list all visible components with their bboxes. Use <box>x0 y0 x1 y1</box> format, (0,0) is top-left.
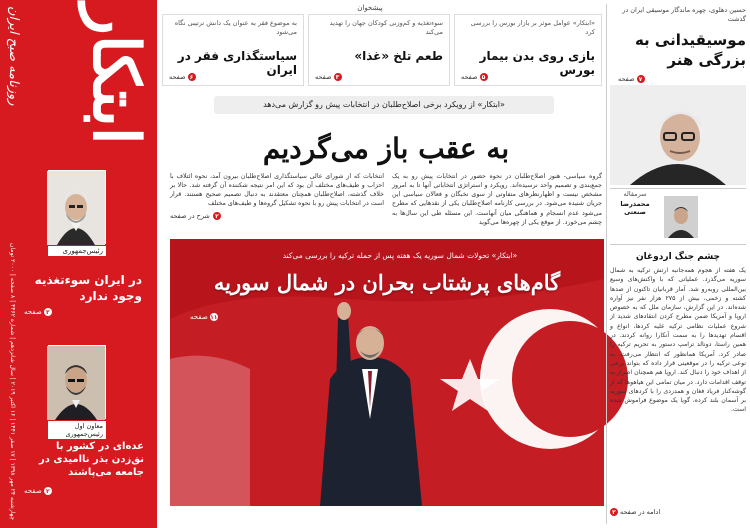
section-divider <box>610 188 746 189</box>
top-box-2[interactable] <box>308 14 450 86</box>
president-caption: رئیس‌جمهوری <box>48 246 106 256</box>
editorial-title[interactable]: چشم جنگ اردوغان <box>635 252 721 262</box>
lead-column-1: گروه سیاسی- هنوز اصلاح‌طلبان در نحوه حضور در انتخابات پیش رو به یک جمع‌بندی و تصمیم واحد نرسیده‌اند. رویکرد و استراتژی انتخاباتی آنها تا به امروز مشخص نیست و اظهارنظرهای متفاوتی از سوی نخبگان و فعالان سیاسی این جریان شنیده می‌شود. در بررسی کارنامه اصلاح‌طلبان یکی از نقدهایی که مطرح می‌شود عدم انسجام و هماهنگی میان آنهاست. این مسئله طی این سال‌ها به چشم می‌خورد. از موقع یکی از چهره‌ها می‌گوید <box>392 173 602 226</box>
page-number-badge: ۲ <box>44 487 52 495</box>
page-number-badge: ۲ <box>610 508 618 516</box>
editorial-body: یک هفته از هجوم همه‌جانبه ارتش ترکیه به شمال سوریه می‌گذرد. عملیاتی که با واکنش‌های وسیع بین‌المللی روبه‌رو شد. آمار قربانیان تاکنون از صدها کشته و زخمی، بیش از ۲۷۵ هزار نفر نیز آواره شده‌اند. در این گزارش، سازمان ملل که به خصوص اروپا و آمریکا ضمن مطرح کردن انتقادهای شدید از شروع عملیات نظامی ترکیه علیه کردها، انواع و اقسام تهدیدها را به سمت آنکارا روانه کردند. در همین راستا، دونالد ترامپ دستور به تحریم ترکیه را صادر کرد. آمریکا همانطور که انتظار می‌رفت، به نوعی ترکیه را در موقعیتی قرار داده که بتواند برخی از اهداف خود را دنبال کند. اروپا هم همچنان اصرار به توقف اقدامات دارد. در میان تمامی این هیاهوها که از گوشه‌کنار فریاد فغان و همدردی را با کردهای سوریه بر آسمان بلند کرده، گویا یک موضوع فراموش شده است. <box>610 267 747 414</box>
page-number-badge: ۷ <box>637 75 645 83</box>
top-box-1[interactable] <box>454 14 602 86</box>
continue-label: شرح در صفحه <box>170 212 210 220</box>
page-label: صفحه <box>169 73 186 81</box>
page-label: صفحه <box>190 313 208 321</box>
logo-subtitle: روزنامه صبح ایران <box>6 6 21 106</box>
page-number-badge: ۲ <box>213 212 221 220</box>
vice-president-photo[interactable] <box>48 345 106 419</box>
column-divider <box>606 4 607 524</box>
page-number-badge: ۶ <box>188 73 196 81</box>
left-page-ref-2[interactable] <box>24 487 52 495</box>
top-strip-label: پیشخوان <box>357 4 383 12</box>
page-label: صفحه <box>24 487 42 495</box>
page-number-badge: ۱۱ <box>210 313 218 321</box>
dateline: چهارشنبه ۲۴ مهر ۱۳۹۸ | ۱۷ صفر ۱۴۴۱ | ۱۶ اکتبر ۲۰۱۹ | سال شانزدهم | شماره ۴۴۶۲ | ۸ صفحه | ۲۰۰۰ تومان <box>9 242 16 520</box>
top-box-title: بازی روی بدن بیمار بورس <box>479 49 595 77</box>
top-box-3[interactable] <box>162 14 304 86</box>
top-box-title: سیاستگذاری فقر در ایران <box>177 49 297 77</box>
lead-kicker: «ابتکار» از رویکرد برخی اصلاح‌طلبان در انتخابات پیش رو گزارش می‌دهد <box>214 96 554 114</box>
left-headline-1[interactable]: در ایران سوءتغذیه وجود ندارد <box>34 273 142 303</box>
right-kicker: حسین دهلوی، چهره ماندگار موسیقی ایران در گذشت <box>622 6 746 24</box>
page-label: صفحه <box>461 73 478 81</box>
portrait-musician-icon <box>610 85 746 185</box>
musician-photo[interactable] <box>610 85 746 185</box>
portrait-author-icon <box>664 196 698 238</box>
page-label: صفحه <box>315 73 332 81</box>
top-box-page-ref[interactable] <box>169 73 196 81</box>
page-number-badge: ۵ <box>480 73 488 81</box>
editorial-label: سرمقاله <box>623 190 647 198</box>
section-divider <box>610 244 746 245</box>
newspaper-logo[interactable] <box>2 0 157 160</box>
right-headline[interactable]: موسیقیدانی به بزرگی هنر <box>634 31 746 70</box>
top-box-page-ref[interactable] <box>461 73 488 81</box>
portrait-president-icon <box>47 171 105 245</box>
page-label: صفحه <box>618 75 635 83</box>
page-label: صفحه <box>24 308 42 316</box>
page-number-badge: ۳ <box>334 73 342 81</box>
top-box-kicker: به موضوع فقر به عنوان یک دانش ترتیبی نگاه می‌شود <box>174 19 297 37</box>
right-page-ref[interactable] <box>618 75 645 83</box>
editorial-continue-ref[interactable] <box>610 508 746 516</box>
portrait-vice-president-icon <box>47 346 105 420</box>
vice-president-caption: معاون اول رئیس‌جمهوری <box>48 421 106 439</box>
top-box-kicker: «ابتکار» عوامل موثر بر بازار بورس را بررسی کرد <box>470 19 595 37</box>
editorial-author: محمدرضا صنعتی <box>620 200 650 216</box>
lead-column-2: انتخابات که از شورای عالی سیاستگذاری اصلاح‌طلبان بیرون آمد، نحوه ائتلاف با احزاب و طیف‌های مختلف آن بود که این امر نتیجه شکننده آن گرفته شد. حالا بر خلاف گذشته، اصلاح‌طلبان همچنان معتقدند به دنبال تصمیم صحیح هستند. قرار است در انتخابات پیش رو با نحوه تشکیل گروه‌ها و طیف‌های مختلف <box>170 173 384 208</box>
left-headline-2[interactable]: عده‌ای در کشور با نق‌زدن بذر ناامیدی در جامعه می‌پاشند <box>39 441 144 478</box>
continue-label: ادامه در صفحه <box>620 508 661 516</box>
top-box-title: طعم تلخ «غذا» <box>354 49 443 63</box>
logo-text: ابتکار <box>78 4 153 145</box>
top-box-kicker: سوءتغذیه و کم‌وزنی کودکان جهان را تهدید می‌کند <box>329 19 443 37</box>
lead-continue-ref[interactable] <box>170 212 221 220</box>
photo-page-ref[interactable] <box>190 313 218 321</box>
left-page-ref-1[interactable] <box>24 308 52 316</box>
photo-headline[interactable]: گام‌های پرشتاب بحران در شمال سوریه <box>213 270 561 295</box>
author-thumbnail[interactable] <box>664 196 698 238</box>
page-number-badge: ۲ <box>44 308 52 316</box>
photo-kicker: «ابتکار» تحولات شمال سوریه یک هفته پس از حمله ترکیه را بررسی می‌کند <box>282 251 518 260</box>
president-photo[interactable] <box>48 170 106 244</box>
masthead-column <box>0 0 157 528</box>
top-box-page-ref[interactable] <box>315 73 342 81</box>
lead-headline[interactable]: به عقب باز می‌گردیم <box>262 132 510 165</box>
